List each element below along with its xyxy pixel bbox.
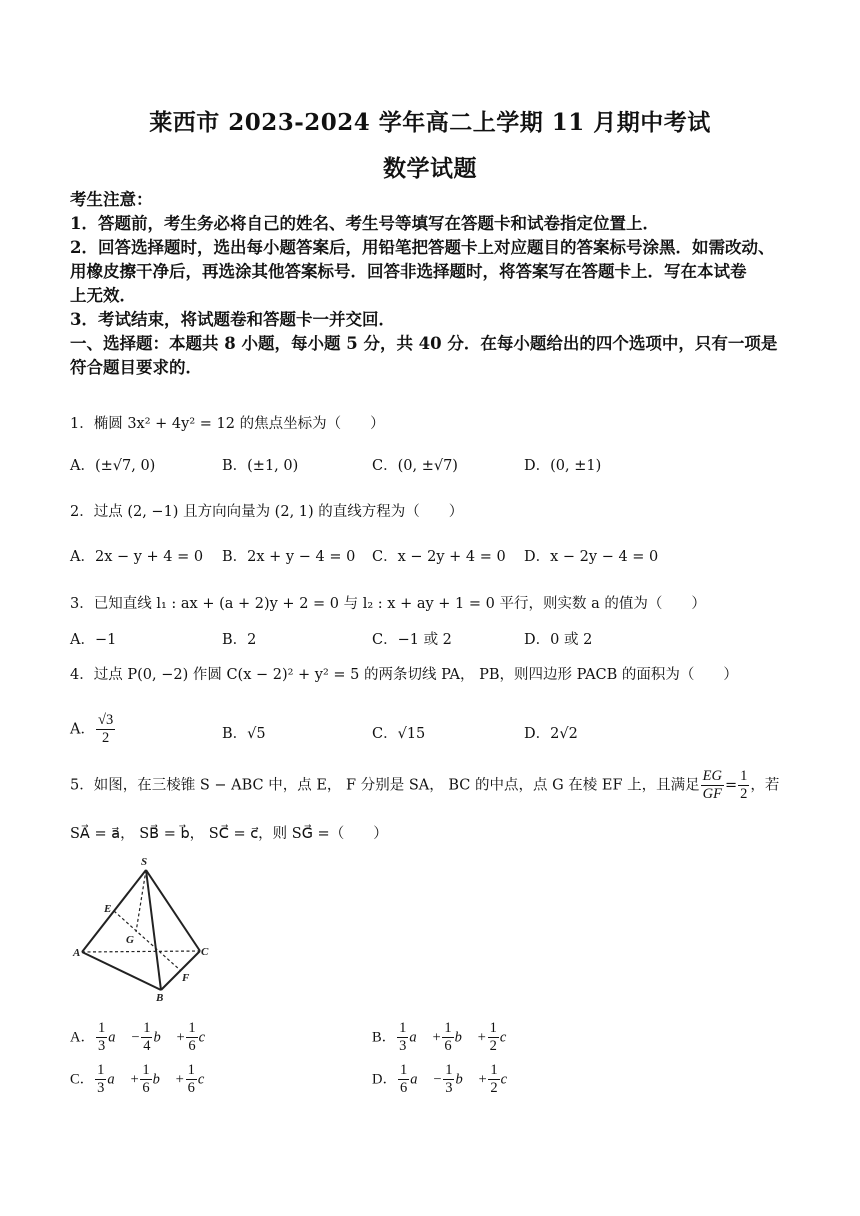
fraction-numerator: 1 [490, 1062, 498, 1078]
vector-term: c⃗ [499, 1029, 518, 1046]
vertex-label-s: S [141, 856, 148, 868]
fraction-denominator: 2 [489, 1038, 497, 1054]
fraction-numerator: 1 [740, 768, 748, 784]
edge-ab [82, 952, 161, 990]
q4-option-d: D．2√2 [524, 726, 578, 742]
vector-term: a⃗ − [410, 1071, 443, 1088]
question-4-stem: 4．过点 P(0, −2) 作圆 C(x − 2)² + y² = 5 的两条切线 PA， PB，则四边形 PACB 的面积为（ ） [70, 667, 738, 683]
fraction-numerator: 1 [399, 1062, 408, 1078]
question-1-stem: 1．椭圆 3x² + 4y² = 12 的焦点坐标为（ ） [70, 416, 385, 432]
option-label: B． [372, 1029, 397, 1046]
fraction [95, 1062, 106, 1097]
fraction-numerator: 1 [489, 1020, 497, 1036]
q2-option-c: C．x − 2y + 4 = 0 [372, 549, 506, 565]
vector-term: a⃗ + [409, 1029, 442, 1046]
equals-sign: = [724, 777, 738, 794]
option-label: C． [70, 1071, 95, 1088]
q4-option-a-label: A． [70, 721, 95, 738]
vertex-label-a: A [73, 947, 81, 959]
fraction-numerator: 1 [97, 1020, 106, 1036]
q5-stem-text: 5．如图，在三棱锥 S − ABC 中，点 E， F 分别是 SA， BC 的中点，点 G 在棱 EF 上，且满足 [70, 777, 700, 794]
segment-ef [114, 911, 180, 970]
question-5-stem [70, 768, 800, 803]
section-heading: 一、选择题：本题共 8 小题，每小题 5 分，共 40 分．在每小题给出的四个选项中，只有一项是 [70, 334, 778, 353]
notice-item: 2．回答选择题时，选出每小题答案后，用铅笔把答题卡上对应题目的答案标号涂黑．如需改动、 [70, 238, 775, 257]
q1-option-d: D．(0, ±1) [524, 458, 602, 474]
notice-item: 3．考试结束，将试题卷和答题卡一并交回． [70, 310, 395, 329]
vector-term: c⃗ [197, 1071, 216, 1088]
q1-option-c: C．(0, ±√7) [372, 458, 458, 474]
fraction-denominator: 6 [399, 1080, 408, 1096]
fraction-numerator: 1 [188, 1020, 196, 1036]
q3-option-a: A．−1 [70, 632, 117, 648]
fraction-denominator: 6 [142, 1080, 150, 1096]
question-3-stem: 3．已知直线 l₁ : ax + (a + 2)y + 2 = 0 与 l₂ : x + ay + 1 = 0 平行，则实数 a 的值为（ ） [70, 596, 706, 612]
question-2-stem: 2．过点 (2, −1) 且方向向量为 (2, 1) 的直线方程为（ ） [70, 504, 464, 520]
q3-option-c: C．−1 或 2 [372, 632, 452, 648]
q5-option-d [372, 1062, 518, 1097]
vector-term: b⃗ + [455, 1071, 488, 1088]
q5-option-b [372, 1020, 518, 1055]
exam-title: 莱西市 2023-2024 学年高二上学期 11 月期中考试 [149, 109, 711, 136]
fraction-numerator: 1 [142, 1062, 150, 1078]
option-label: A． [70, 1029, 95, 1046]
pyramid-diagram [70, 852, 220, 1002]
q4-option-b: B．√5 [222, 726, 266, 742]
notice-item: 用橡皮擦干净后，再选涂其他答案标号．回答非选择题时，将答案写在答题卡上．写在本试卷 [70, 262, 747, 281]
fraction [443, 1062, 454, 1097]
fraction [488, 1020, 499, 1055]
notice-item: 1．答题前，考生务必将自己的姓名、考生号等填写在答题卡和试卷指定位置上． [70, 214, 659, 233]
edge-ac-hidden [82, 951, 200, 952]
question-5-stem-line2: SA⃗ = a⃗， SB⃗ = b⃗， SC⃗ = c⃗，则 SG⃗ =（ ） [70, 826, 388, 842]
q2-option-d: D．x − 2y − 4 = 0 [524, 549, 659, 565]
fraction-denominator: 6 [444, 1038, 452, 1054]
fraction [442, 1020, 453, 1055]
fraction-denominator: 2 [101, 730, 110, 746]
q5-option-a [70, 1020, 216, 1055]
q4-option-c: C．√15 [372, 726, 426, 742]
vertex-label-e: E [104, 903, 112, 915]
fraction-denominator: 4 [143, 1038, 151, 1054]
vertex-label-c: C [201, 946, 209, 958]
fraction-numerator: 1 [143, 1020, 151, 1036]
q5-stem-text-end: ，若 [750, 777, 780, 794]
fraction [140, 1062, 151, 1097]
fraction-denominator: GF [702, 786, 722, 802]
q1-option-a: A．(±√7, 0) [70, 458, 156, 474]
exam-subtitle: 数学试题 [383, 155, 477, 182]
fraction [186, 1020, 197, 1055]
q1-option-b: B．(±1, 0) [222, 458, 299, 474]
fraction-numerator: 1 [445, 1062, 453, 1078]
fraction [738, 768, 749, 803]
fraction-denominator: 2 [740, 786, 748, 802]
q5-option-c [70, 1062, 216, 1097]
q3-option-b: B．2 [222, 632, 257, 648]
fraction-denominator: 6 [188, 1038, 196, 1054]
fraction-denominator: 3 [97, 1080, 105, 1096]
fraction-numerator: 1 [187, 1062, 195, 1078]
vertex-label-b: B [156, 992, 164, 1002]
fraction [488, 1062, 499, 1097]
fraction-denominator: 6 [187, 1080, 195, 1096]
q2-option-b: B．2x + y − 4 = 0 [222, 549, 356, 565]
vector-term: b⃗ + [152, 1071, 185, 1088]
vector-term: b⃗ + [454, 1029, 487, 1046]
vector-term: a⃗ − [108, 1029, 141, 1046]
fraction-denominator: 3 [399, 1038, 407, 1054]
fraction-denominator: 3 [97, 1038, 106, 1054]
vertex-label-g: G [126, 934, 134, 946]
fraction-denominator: 3 [445, 1080, 453, 1096]
fraction-numerator: √3 [97, 712, 114, 728]
fraction-numerator: EG [702, 768, 722, 784]
fraction-numerator: 1 [97, 1062, 105, 1078]
fraction-denominator: 2 [490, 1080, 498, 1096]
fraction-numerator: 1 [444, 1020, 452, 1036]
notice-item: 上无效． [70, 286, 136, 305]
edge-bc [161, 951, 200, 990]
fraction [397, 1020, 408, 1055]
q2-option-a: A．2x − y + 4 = 0 [70, 549, 204, 565]
fraction [141, 1020, 152, 1055]
vector-term: c⃗ [500, 1071, 519, 1088]
fraction [96, 1020, 107, 1055]
fraction [96, 712, 115, 747]
notice-block [70, 188, 800, 380]
vertex-label-f: F [182, 972, 190, 984]
vector-term: a⃗ + [107, 1071, 140, 1088]
fraction [701, 768, 724, 803]
fraction [398, 1062, 409, 1097]
fraction [186, 1062, 197, 1097]
fraction-numerator: 1 [399, 1020, 407, 1036]
vector-term: c⃗ [198, 1029, 217, 1046]
vector-term: b⃗ + [153, 1029, 186, 1046]
notice-heading: 考生注意： [70, 190, 153, 209]
q4-option-a [70, 712, 116, 747]
q3-option-d: D．0 或 2 [524, 632, 593, 648]
section-heading-cont: 符合题目要求的． [70, 358, 202, 377]
option-label: D． [372, 1071, 397, 1088]
